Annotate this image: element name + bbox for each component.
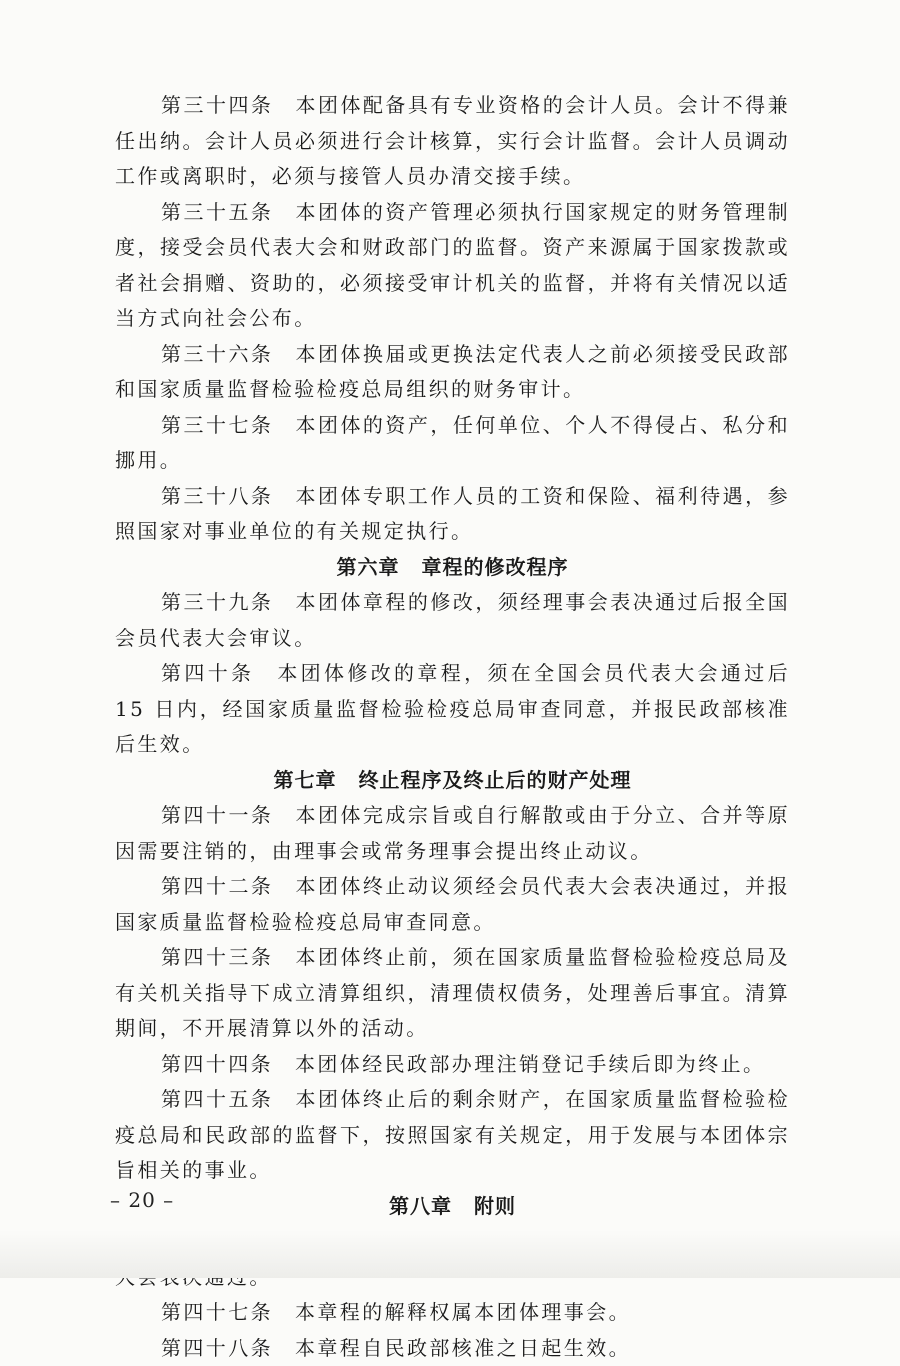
- article-number: 第三十五条: [161, 200, 273, 224]
- article-paragraph: [115, 337, 790, 408]
- article-paragraph: [115, 1082, 790, 1189]
- chapter-heading: [115, 763, 790, 799]
- article-text: 本团体经民政部办理注销登记手续后即为终止。: [295, 1052, 765, 1076]
- article-text: 本团体完成宗旨或自行解散或由于分立、合并等原因需要注销的，由理事会或常务理事会提出终止动议。: [115, 803, 790, 863]
- article-paragraph: [115, 1295, 790, 1331]
- article-text: 本团体修改的章程，须在全国会员代表大会通过后 15 日内，经国家质量监督检验检疫总局审查同意，并报民政部核准后生效。: [115, 661, 790, 756]
- article-text: 本团体终止后的剩余财产，在国家质量监督检验检疫总局和民政部的监督下，按照国家有关规定，用于发展与本团体宗旨相关的事业。: [115, 1087, 790, 1182]
- article-text: 本团体专职工作人员的工资和保险、福利待遇，参照国家对事业单位的有关规定执行。: [115, 484, 790, 544]
- article-number: 第四十三条: [161, 945, 273, 969]
- article-number: 第四十一条: [161, 803, 273, 827]
- article-number: 第四十四条: [161, 1052, 273, 1076]
- chapter-number: 第八章: [389, 1194, 452, 1218]
- article-text: 本团体章程的修改，须经理事会表决通过后报全国会员代表大会审议。: [115, 590, 790, 650]
- page-number: – 20 –: [110, 1188, 174, 1212]
- article-text: 本团体的资产，任何单位、个人不得侵占、私分和挪用。: [115, 413, 790, 473]
- article-number: 第三十四条: [161, 93, 273, 117]
- article-number: 第四十七条: [161, 1300, 273, 1324]
- document-body: [115, 88, 790, 1366]
- article-paragraph: [115, 940, 790, 1047]
- article-paragraph: [115, 656, 790, 763]
- article-paragraph: [115, 1331, 790, 1366]
- article-text: 本团体终止前，须在国家质量监督检验检疫总局及有关机关指导下成立清算组织，清理债权债务，处理善后事宜。清算期间，不开展清算以外的活动。: [115, 945, 790, 1040]
- chapter-heading: [115, 550, 790, 586]
- article-text: 本团体的资产管理必须执行国家规定的财务管理制度，接受会员代表大会和财政部门的监督。资产来源属于国家拨款或者社会捐赠、资助的，必须接受审计机关的监督，并将有关情况以适当方式向社会公布。: [115, 200, 790, 331]
- article-text: 本团体换届或更换法定代表人之前必须接受民政部和国家质量监督检验检疫总局组织的财务审计。: [115, 342, 790, 402]
- article-paragraph: [115, 195, 790, 337]
- article-number: 第四十条: [161, 661, 254, 685]
- article-number: 第四十八条: [161, 1336, 273, 1360]
- chapter-number: 第七章: [274, 768, 337, 792]
- article-number: 第三十九条: [161, 590, 273, 614]
- article-paragraph: [115, 1047, 790, 1083]
- article-number: 第三十六条: [161, 342, 273, 366]
- chapter-title: 终止程序及终止后的财产处理: [359, 768, 632, 792]
- article-text: 本章程的解释权属本团体理事会。: [295, 1300, 631, 1324]
- article-paragraph: [115, 585, 790, 656]
- article-text: 本章程自民政部核准之日起生效。: [295, 1336, 631, 1360]
- scan-bottom-edge: [0, 1230, 900, 1278]
- chapter-heading: [115, 1189, 790, 1225]
- chapter-number: 第六章: [337, 555, 400, 579]
- article-paragraph: [115, 479, 790, 550]
- article-paragraph: [115, 798, 790, 869]
- article-text: 本团体配备具有专业资格的会计人员。会计不得兼任出纳。会计人员必须进行会计核算，实行会计监督。会计人员调动工作或离职时，必须与接管人员办清交接手续。: [115, 93, 790, 188]
- article-paragraph: [115, 408, 790, 479]
- article-paragraph: [115, 88, 790, 195]
- article-paragraph: [115, 869, 790, 940]
- article-number: 第四十二条: [161, 874, 273, 898]
- article-number: 第三十七条: [161, 413, 273, 437]
- article-text: 本团体终止动议须经会员代表大会表决通过，并报国家质量监督检验检疫总局审查同意。: [115, 874, 790, 934]
- article-number: 第三十八条: [161, 484, 273, 508]
- chapter-title: 章程的修改程序: [422, 555, 569, 579]
- article-number: 第四十五条: [161, 1087, 273, 1111]
- chapter-title: 附则: [474, 1194, 516, 1218]
